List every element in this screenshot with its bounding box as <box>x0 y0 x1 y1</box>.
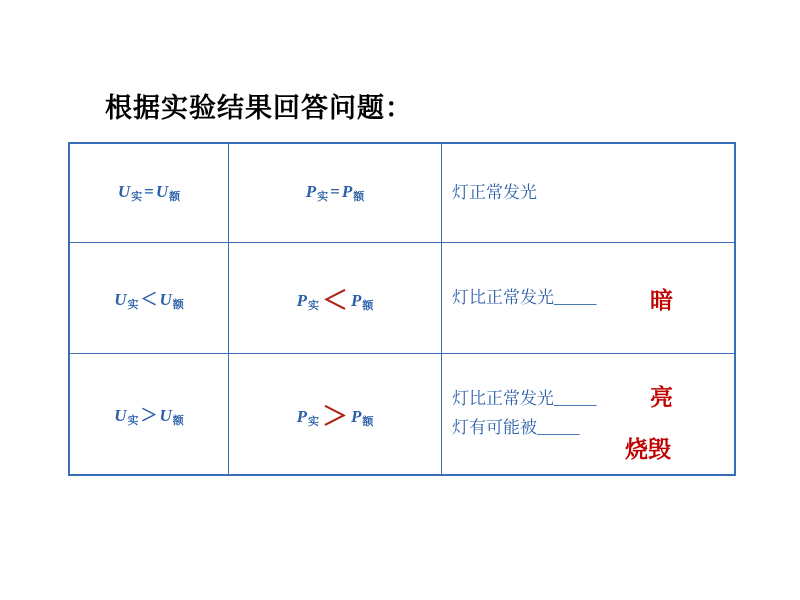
power-cell <box>229 143 442 243</box>
power-operator: ＞ <box>321 401 348 431</box>
results-table <box>68 142 736 476</box>
voltage-sub-right: 额 <box>172 414 184 427</box>
voltage-cell <box>69 354 229 476</box>
voltage-symbol-left: U <box>114 405 127 425</box>
power-symbol-right: P <box>351 290 362 310</box>
page-title: 根据实验结果回答问题： <box>105 93 413 123</box>
voltage-cell <box>69 243 229 354</box>
voltage-symbol-right: U <box>155 182 169 201</box>
power-sub-right: 额 <box>362 415 374 428</box>
voltage-formula <box>70 182 228 204</box>
power-operator: = <box>330 182 340 201</box>
description-line: 灯比正常发光_____ <box>452 389 597 409</box>
power-formula <box>229 396 441 433</box>
voltage-sub-left: 实 <box>127 298 139 311</box>
voltage-symbol-right: U <box>159 289 172 309</box>
power-symbol-left: P <box>296 290 307 310</box>
answer-bright: 亮 <box>650 385 673 410</box>
answer-burn: 烧毁 <box>625 437 671 462</box>
table-row <box>69 143 735 243</box>
power-cell <box>229 354 442 476</box>
power-symbol-right: P <box>341 182 353 201</box>
table-row <box>69 243 735 354</box>
power-symbol-left: P <box>305 182 317 201</box>
power-formula <box>229 280 441 317</box>
voltage-formula <box>70 401 228 428</box>
power-sub-left: 实 <box>307 415 319 428</box>
description-cell <box>442 143 736 243</box>
power-sub-right: 额 <box>353 191 365 203</box>
voltage-operator: ＜ <box>140 289 158 309</box>
answer-dark: 暗 <box>650 288 673 313</box>
power-sub-left: 实 <box>307 299 319 312</box>
description-cell <box>442 243 736 354</box>
power-formula <box>229 182 441 204</box>
voltage-symbol-right: U <box>159 405 172 425</box>
voltage-symbol-left: U <box>114 289 127 309</box>
voltage-sub-right: 额 <box>172 298 184 311</box>
power-cell <box>229 243 442 354</box>
voltage-formula <box>70 285 228 312</box>
power-operator: ＜ <box>321 285 348 315</box>
voltage-operator: = <box>144 182 154 201</box>
power-symbol-left: P <box>296 406 307 426</box>
voltage-cell <box>69 143 229 243</box>
description-cell <box>442 354 736 476</box>
description-line: 灯比正常发光_____ <box>452 287 597 307</box>
power-sub-right: 额 <box>362 299 374 312</box>
description-line: 灯正常发光 <box>452 182 537 202</box>
voltage-operator: ＞ <box>140 405 158 425</box>
voltage-sub-left: 实 <box>131 191 143 203</box>
description-line: 灯有可能被_____ <box>452 418 580 437</box>
voltage-symbol-left: U <box>117 182 131 201</box>
power-sub-left: 实 <box>317 191 329 203</box>
voltage-sub-right: 额 <box>169 191 181 203</box>
power-symbol-right: P <box>351 406 362 426</box>
voltage-sub-left: 实 <box>127 414 139 427</box>
